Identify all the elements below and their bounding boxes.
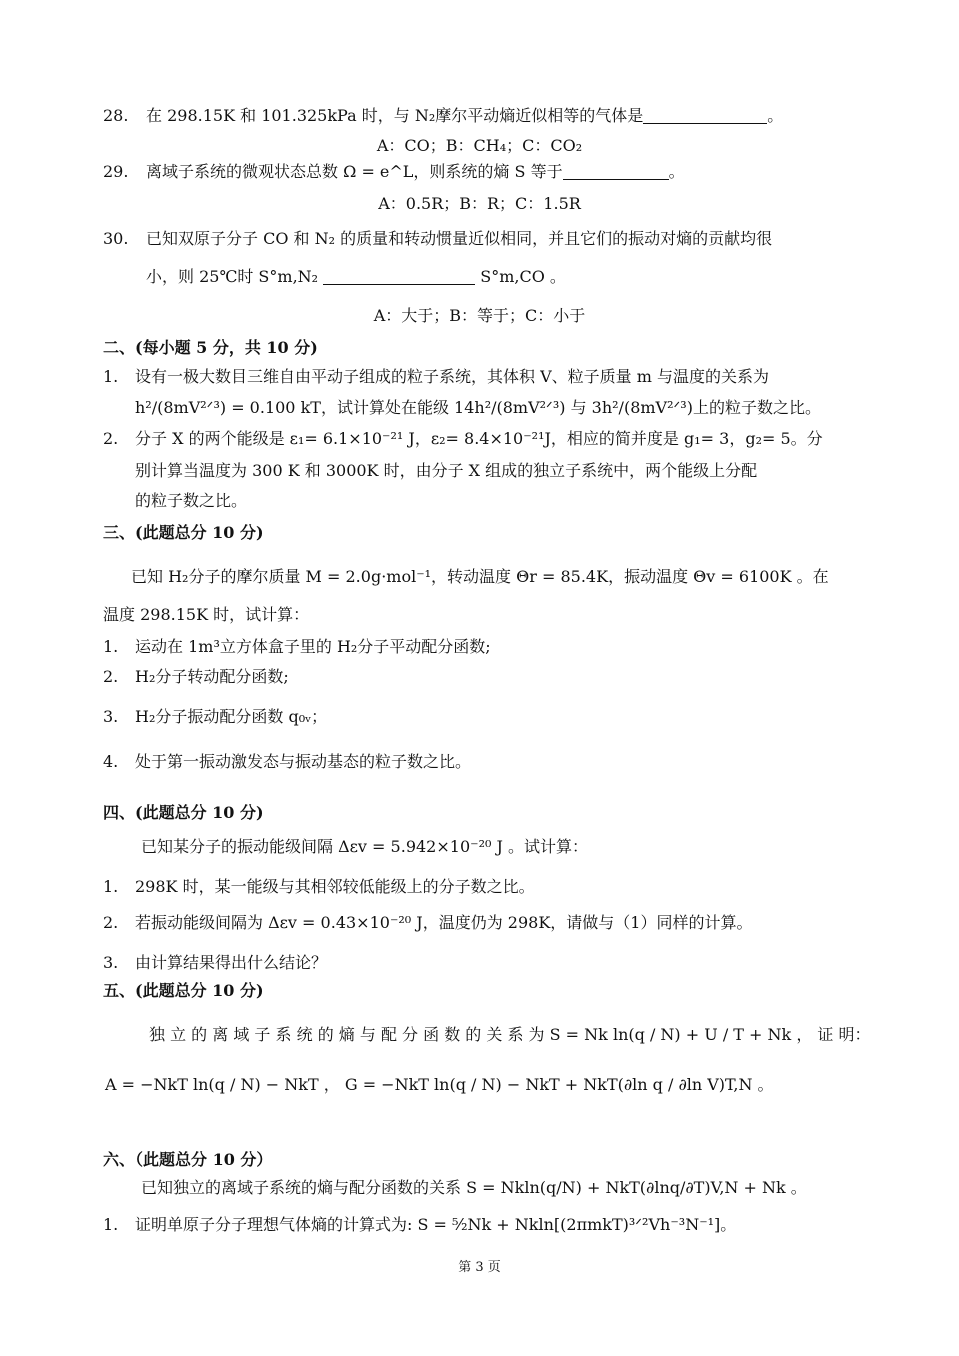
sec3-item3-text: H₂分子振动配分函数 q₀ᵥ； (135, 707, 328, 726)
q30-line2-pre: 小，则 25℃时 S°m,N₂ (146, 267, 319, 286)
q28-question: 在 298.15K 和 101.325kPa 时，与 N₂摩尔平动熵近似相等的气体是 (146, 106, 644, 125)
q30-line2-post: S°m,CO 。 (480, 267, 566, 286)
sec5-line2: A = −NkT ln(q / N) − NkT ， G = −NkT ln(q / N) − NkT + NkT(∂ln q / ∂ln V)T,N 。 (105, 1075, 774, 1094)
sec2-item2-line3: 的粒子数之比。 (135, 491, 248, 510)
sec2-item2-line2: 别计算当温度为 300 K 和 3000K 时，由分子 X 组成的独立子系统中，两个能级上分配 (135, 461, 758, 480)
sec4-item2-number: 2. (103, 913, 119, 932)
sec2-item1-line1: 设有一极大数目三维自由平动子组成的粒子系统，其体积 V、粒子质量 m 与温度的关系为 (135, 367, 769, 386)
q29-number: 29. (103, 162, 129, 181)
q28-answer-blank[interactable] (643, 107, 767, 124)
sec2-item2-number: 2. (103, 429, 119, 448)
sec3-item2-text: H₂分子转动配分函数; (135, 667, 289, 686)
sec4-item3-text: 由计算结果得出什么结论？ (135, 953, 328, 972)
sec4-intro: 已知某分子的振动能级间隔 Δεv = 5.942×10⁻²⁰ J 。试计算： (141, 837, 588, 856)
q29-options: A：0.5R；B：R；C：1.5R (378, 194, 581, 213)
section-2-heading: 二、(每小题 5 分，共 10 分) (103, 338, 318, 357)
q30-number: 30. (103, 229, 129, 248)
sec4-item1-text: 298K 时，某一能级与其相邻较低能级上的分子数之比。 (135, 877, 535, 896)
section-3-heading: 三、(此题总分 10 分) (103, 523, 264, 542)
sec3-item4-text: 处于第一振动激发态与振动基态的粒子数之比。 (135, 752, 472, 771)
sec4-item2-text: 若振动能级间隔为 Δεv = 0.43×10⁻²⁰ J，温度仍为 298K，请做与（1）同样的计算。 (135, 913, 753, 932)
sec2-item1-line2: h²/(8mV²ᐟ³) = 0.100 kT，试计算处在能级 14h²/(8mV²ᐟ³) 与 3h²/(8mV²ᐟ³)上的粒子数之比。 (135, 398, 821, 417)
sec6-item1-text: 证明单原子分子理想气体熵的计算式为: S = ⁵⁄₂Nk + Nkln[(2πmkT)³ᐟ²Vh⁻³N⁻¹]。 (135, 1215, 737, 1234)
q30-options: A：大于；B：等于；C：小于 (373, 306, 586, 325)
q30-line2 (146, 266, 566, 288)
q29-question: 离域子系统的微观状态总数 Ω = e^L，则系统的熵 S 等于 (146, 162, 563, 181)
sec2-item1-number: 1. (103, 367, 119, 386)
sec3-item1-number: 1. (103, 637, 119, 656)
sec3-item2-number: 2. (103, 667, 119, 686)
q30-answer-blank[interactable] (323, 268, 475, 285)
q28-options: A：CO；B：CH₄；C：CO₂ (376, 136, 583, 155)
sec3-intro-line2: 温度 298.15K 时，试计算： (103, 605, 310, 624)
q28-text (146, 105, 783, 127)
q30-line1: 已知双原子分子 CO 和 N₂ 的质量和转动惯量近似相同，并且它们的振动对熵的贡献均很 (146, 229, 773, 248)
sec3-item3-number: 3. (103, 707, 119, 726)
page-footer: 第 3 页 (458, 1260, 501, 1275)
section-6-heading: 六、（此题总分 10 分） (103, 1150, 273, 1169)
sec4-item3-number: 3. (103, 953, 119, 972)
q29-answer-blank[interactable] (563, 163, 669, 180)
q29-end: 。 (668, 162, 685, 181)
sec4-item1-number: 1. (103, 877, 119, 896)
sec3-item1-text: 运动在 1m³立方体盒子里的 H₂分子平动配分函数; (135, 637, 491, 656)
section-5-heading: 五、(此题总分 10 分) (103, 981, 264, 1000)
sec6-intro: 已知独立的离域子系统的熵与配分函数的关系 S = Nkln(q/N) + NkT(∂lnq/∂T)V,N + Nk 。 (141, 1178, 807, 1197)
sec6-item1-number: 1. (103, 1215, 119, 1234)
sec5-line1: 独 立 的 离 域 子 系 统 的 熵 与 配 分 函 数 的 关 系 为 S = Nk ln(q / N) + U / T + Nk ， 证 明： (149, 1025, 871, 1044)
q29-text (146, 161, 685, 183)
sec3-item4-number: 4. (103, 752, 119, 771)
sec2-item2-line1: 分子 X 的两个能级是 ε₁= 6.1×10⁻²¹ J，ε₂= 8.4×10⁻²¹J，相应的简并度是 g₁= 3，g₂= 5。分 (135, 429, 823, 448)
q28-end: 。 (767, 106, 784, 125)
section-4-heading: 四、(此题总分 10 分) (103, 803, 264, 822)
q28-number: 28. (103, 106, 129, 125)
sec3-intro-line1: 已知 H₂分子的摩尔质量 M = 2.0g·mol⁻¹，转动温度 Θr = 85.4K，振动温度 Θv = 6100K 。在 (131, 567, 829, 586)
